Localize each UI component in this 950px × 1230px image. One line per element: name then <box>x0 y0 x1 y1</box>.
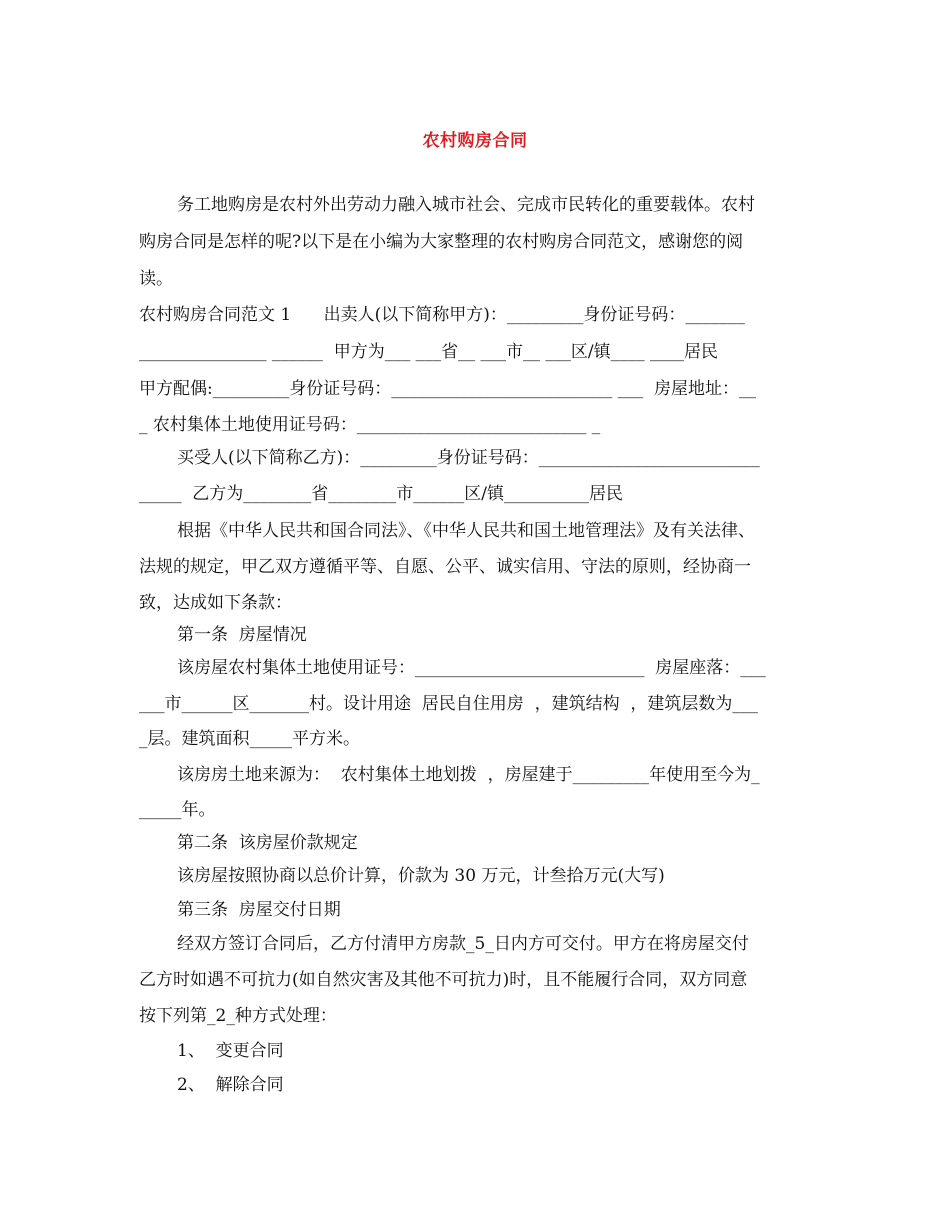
article-1-line-5: _____年。 <box>139 800 216 820</box>
article-3-line-1: 经双方签订合同后，乙方付清甲方房款_5_日内方可交付。甲方在将房屋交付 <box>177 934 749 954</box>
article-1-line-3: _层。建筑面积_____平方米。 <box>139 729 360 749</box>
seller-land-cert-line: _ 农村集体土地使用证号码：___________________________ _ <box>139 415 601 435</box>
buyer-line-2: _____ 乙方为________省________市______区/镇__________居民 <box>139 484 624 504</box>
article-3-line-2: 乙方时如遇不可抗力(如自然灾害及其他不可抗力)时，且不能履行合同，双方同意 <box>139 970 748 990</box>
article-3-line-3: 按下列第_2_种方式处理： <box>139 1006 337 1026</box>
article-3-heading: 第三条 房屋交付日期 <box>177 900 341 920</box>
article-2-line-1: 该房屋按照协商以总价计算，价款为 30 万元，计叁拾万元(大写) <box>177 866 665 886</box>
article-2-heading: 第二条 该房屋价款规定 <box>177 833 358 853</box>
buyer-line-1: 买受人(以下简称乙方)：_________身份证号码：__________________________ <box>177 448 760 468</box>
seller-spouse-line: 甲方配偶:_________身份证号码：__________________________ ___ 房屋地址：__ <box>139 379 756 399</box>
article-1-line-4: 该房房土地来源为： 农村集体土地划拨 ，房屋建于_________年使用至今为_ <box>177 765 760 785</box>
basis-line-1: 根据《中华人民共和国合同法》、《中华人民共和国土地管理法》及有关法律、 <box>177 521 755 541</box>
option-1-line: 1、 变更合同 <box>177 1041 284 1061</box>
article-1-line-2: ___市______区_______村。设计用途 居民自住用房 ，建筑结构 ，建筑层数为___ <box>139 694 758 714</box>
article-1-line-1: 该房屋农村集体土地使用证号：___________________________ 房屋座落：___ <box>177 658 766 678</box>
article-1-heading: 第一条 房屋情况 <box>177 625 307 645</box>
basis-line-3: 致，达成如下条款： <box>139 593 292 613</box>
intro-line-1: 务工地购房是农村外出劳动力融入城市社会、完成市民转化的重要载体。农村 <box>177 195 755 215</box>
intro-line-3: 读。 <box>139 269 173 289</box>
seller-line-2: _______________ ______ 甲方为___ ___省__ ___市__ ___区/镇____ ____居民 <box>139 342 719 362</box>
option-2-line: 2、 解除合同 <box>177 1075 284 1095</box>
intro-line-2: 购房合同是怎样的呢?以下是在小编为大家整理的农村购房合同范文，感谢您的阅 <box>139 232 744 252</box>
document-title: 农村购房合同 <box>422 131 528 151</box>
basis-line-2: 法规的规定，甲乙双方遵循平等、自愿、公平、诚实信用、守法的原则，经协商一 <box>139 557 751 577</box>
seller-line-1: 农村购房合同范文 1 出卖人(以下简称甲方)：_________身份证号码：_______ <box>139 305 745 325</box>
